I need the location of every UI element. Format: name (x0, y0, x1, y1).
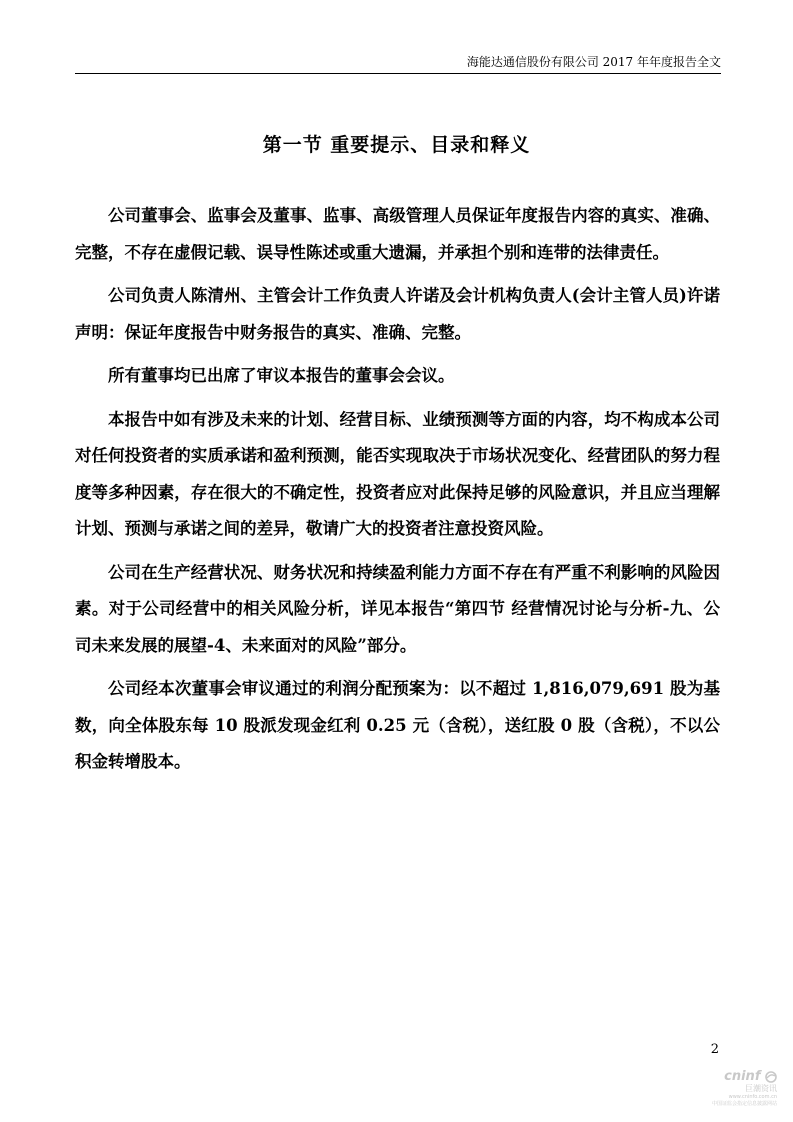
cninf-brand-text: cninf (724, 1069, 761, 1084)
cninf-brand (685, 1070, 777, 1084)
cninf-url: www.cninfo.com.cn (728, 1094, 777, 1100)
paragraph-declaration: 公司负责人陈清州、主管会计工作负责人许诺及会计机构负责人(会计主管人员)许诺声明：保证年度报告中财务报告的真实、准确、完整。 (75, 286, 720, 342)
paragraph-forward-looking: 本报告中如有涉及未来的计划、经营目标、业绩预测等方面的内容，均不构成本公司对任何投资者的实质承诺和盈利预测，能否实现取决于市场状况变化、经营团队的努力程度等多种因素，存在很大的不确定性，投资者应对此保持足够的风险意识，并且应当理解计划、预测与承诺之间的差异，敬请广大的投资者注意投资风险。 (75, 409, 720, 538)
cninf-watermark-logo (685, 1070, 777, 1114)
section-title: 第一节 重要提示、目录和释义 (262, 134, 531, 156)
paragraph-attendance: 所有董事均已出席了审议本报告的董事会会议。 (108, 366, 455, 385)
running-header-text: 海能达通信股份有限公司 2017 年年度报告全文 (466, 55, 721, 69)
document-body (75, 198, 720, 788)
paragraph-responsibility: 公司董事会、监事会及董事、监事、高级管理人员保证年度报告内容的真实、准确、完整，不存在虚假记载、误导性陈述或重大遗漏，并承担个别和连带的法律责任。 (75, 206, 720, 262)
paragraph-risk-factors: 公司在生产经营状况、财务状况和持续盈利能力方面不存在有严重不利影响的风险因素。对于公司经营中的相关风险分析，详见本报告“第四节 经营情况讨论与分析-九、公司未来发展的展望-4、未来面对的风险”部分。 (75, 562, 720, 655)
paragraph-profit-distribution: 公司经本次董事会审议通过的利润分配预案为：以不超过 1,816,079,691 股为基数，向全体股东每 10 股派发现金红利 0.25 元（含税），送红股 0 股（含税），不以公积金转增股本。 (75, 679, 720, 771)
running-header (75, 55, 721, 74)
page-number: 2 (710, 1042, 719, 1057)
cninf-tagline: 中国证监会指定信息披露网站 (711, 1101, 777, 1107)
cninf-swirl-icon (765, 1071, 777, 1083)
cninf-name: 巨潮资讯 (745, 1084, 777, 1093)
